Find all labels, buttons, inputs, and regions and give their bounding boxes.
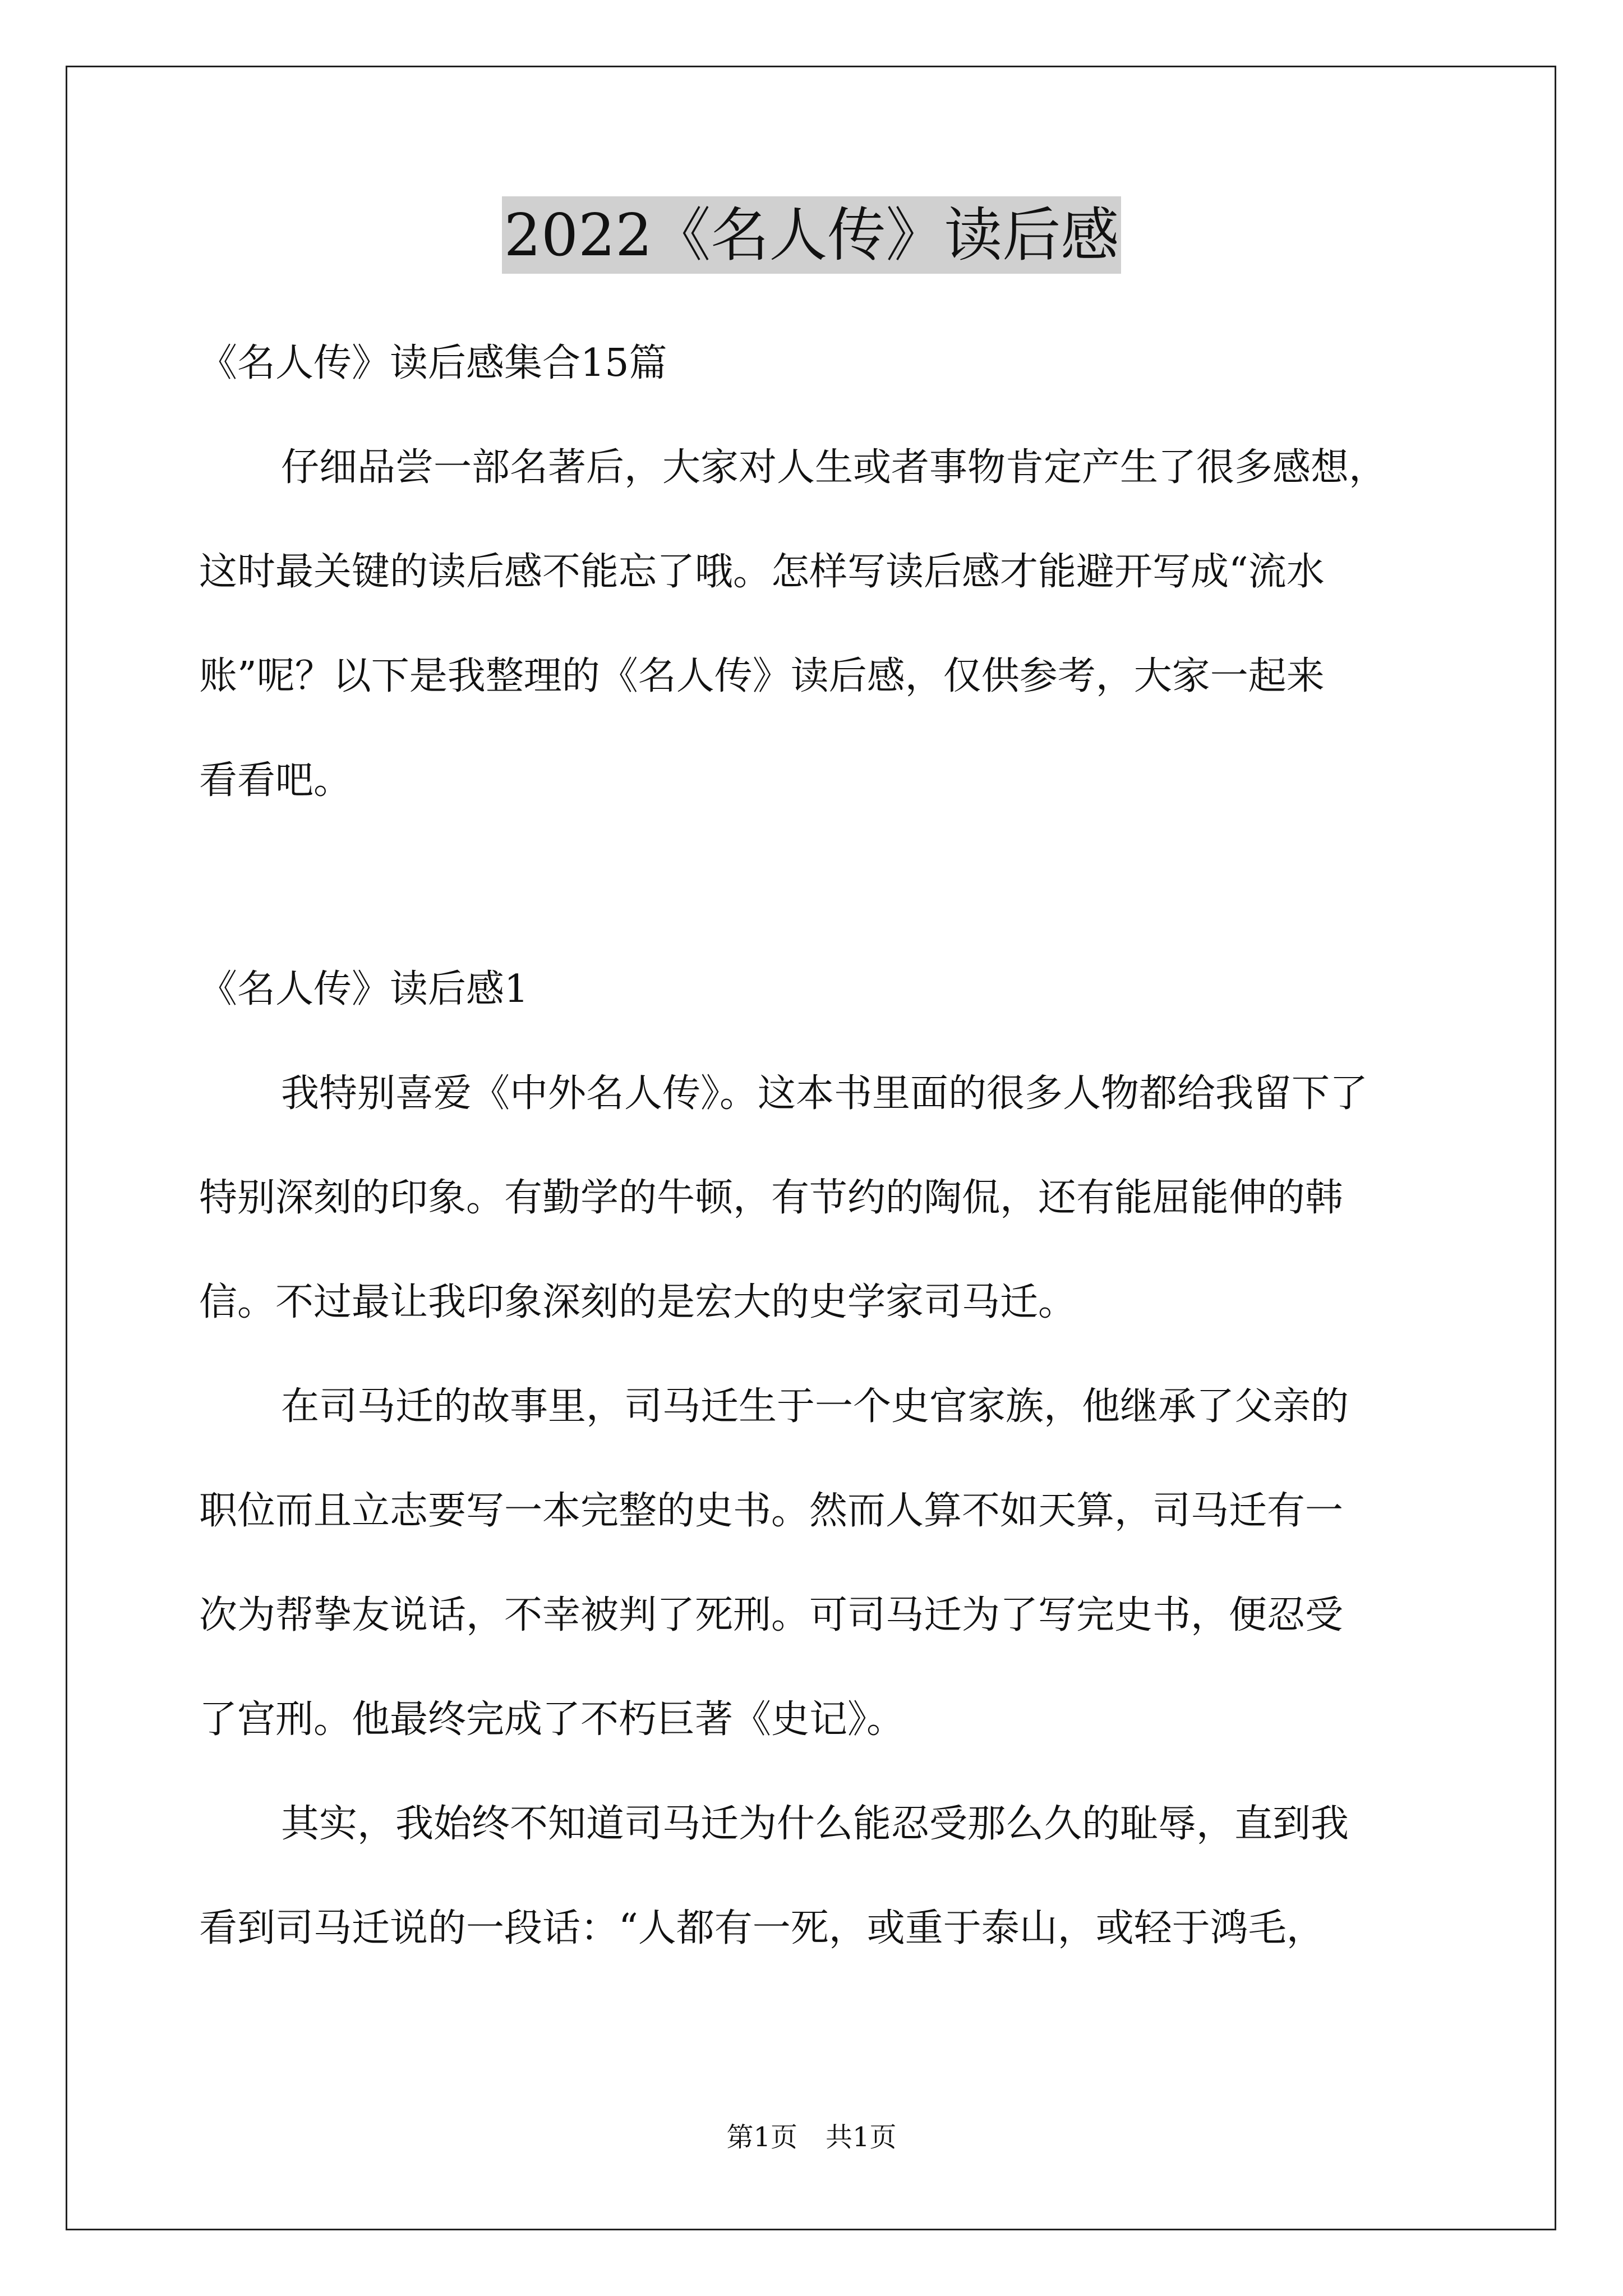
page-total: 共1页 [826, 2122, 897, 2153]
section-heading: 《名人传》读后感1 [199, 967, 529, 1011]
title-container [0, 196, 1623, 274]
paragraph-line: 在司马迁的故事里，司马迁生于一个史官家族，他继承了父亲的 [281, 1384, 1349, 1429]
document-title: 2022《名人传》读后感 [502, 196, 1122, 274]
paragraph-line: 其实，我始终不知道司马迁为什么能忍受那么久的耻辱，直到我 [281, 1802, 1349, 1846]
paragraph-line: 特别深刻的印象。有勤学的牛顿，有节约的陶侃，还有能屈能伸的韩 [199, 1176, 1344, 1220]
paragraph-line: 我特别喜爱《中外名人传》。这本书里面的很多人物都给我留下了 [281, 1071, 1368, 1116]
intro-line: 仔细品尝一部名著后，大家对人生或者事物肯定产生了很多感想， [281, 445, 1387, 490]
document-body [199, 311, 1438, 1981]
intro-line: 账”呢？以下是我整理的《名人传》读后感，仅供参考，大家一起来 [199, 654, 1325, 698]
blank-line [199, 833, 1438, 937]
page-number: 第1页 [726, 2122, 797, 2153]
paragraph-line: 信。不过最让我印象深刻的是宏大的史学家司马迁。 [199, 1280, 1077, 1324]
intro-line: 看看吧。 [199, 758, 352, 803]
paragraph-line: 了宫刑。他最终完成了不朽巨著《史记》。 [199, 1697, 905, 1742]
paragraph-line: 看到司马迁说的一段话：“人都有一死，或重于泰山，或轻于鸿毛， [199, 1906, 1325, 1950]
paragraph-line: 次为帮挚友说话，不幸被判了死刑。可司马迁为了写完史书，便忍受 [199, 1593, 1344, 1637]
page-footer [0, 2120, 1623, 2154]
subtitle: 《名人传》读后感集合15篇 [199, 341, 667, 385]
paragraph-line: 职位而且立志要写一本完整的史书。然而人算不如天算，司马迁有一 [199, 1489, 1344, 1533]
intro-line: 这时最关键的读后感不能忘了哦。怎样写读后感才能避开写成“流水 [199, 550, 1325, 594]
